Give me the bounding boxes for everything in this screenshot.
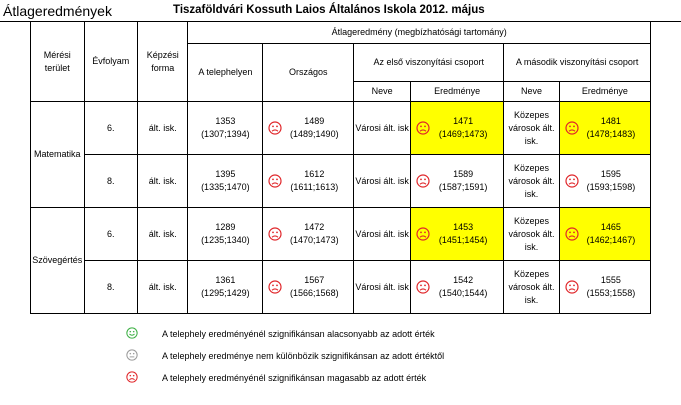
- red-sad-icon: [268, 280, 282, 294]
- first-group-result-cell: [411, 155, 504, 208]
- red-sad-icon: [565, 121, 579, 135]
- first-group-result-cell: [411, 208, 504, 261]
- grade-cell: 6.: [84, 102, 138, 155]
- national-value: 1612: [304, 169, 325, 179]
- second-group-result-ci: (1553;1558): [586, 288, 636, 298]
- national-cell: [263, 155, 354, 208]
- red-sad-icon: [565, 280, 579, 294]
- first-group-name: Városi ált. isk: [354, 261, 411, 314]
- results-table: [30, 21, 651, 314]
- site-ci: (1235;1340): [201, 235, 250, 245]
- area-name: Szövegértés: [31, 208, 85, 314]
- first-group-name: Városi ált. isk: [354, 102, 411, 155]
- red-sad-icon: [268, 174, 282, 188]
- second-group-result-cell: [559, 208, 650, 261]
- site-cell: [188, 261, 263, 314]
- national-cell: [263, 102, 354, 155]
- legend-item: [126, 349, 576, 369]
- legend-text: A telephely eredménye nem különbözik szignifikánsan az adott értéktől: [162, 351, 445, 361]
- header-average-group: Átlageredmény (megbízhatósági tartomány): [188, 22, 651, 44]
- red-sad-icon: [416, 227, 430, 241]
- first-group-result-ci: (1469;1473): [438, 129, 488, 139]
- type-cell: ált. isk.: [138, 155, 188, 208]
- first-group-result-value: 1471: [453, 116, 474, 126]
- grade-cell: 6.: [84, 208, 138, 261]
- site-cell: [188, 102, 263, 155]
- national-ci: (1611;1613): [290, 182, 339, 192]
- site-value: 1361: [215, 275, 236, 285]
- table-row: [31, 261, 651, 314]
- header-type: Képzési forma: [138, 22, 188, 102]
- site-ci: (1307;1394): [201, 129, 250, 139]
- first-group-name: Városi ált. isk: [354, 155, 411, 208]
- second-group-result-ci: (1478;1483): [586, 129, 636, 139]
- second-group-result-value: 1595: [600, 169, 621, 179]
- second-group-result-value: 1481: [600, 116, 621, 126]
- table-row: [31, 208, 651, 261]
- site-value: 1395: [215, 169, 236, 179]
- first-group-result-value: 1589: [453, 169, 474, 179]
- red-sad-icon: [565, 227, 579, 241]
- second-group-name: Közepes városok ált. isk.: [504, 102, 560, 155]
- national-value: 1489: [304, 116, 325, 126]
- header-national: Országos: [263, 44, 354, 102]
- second-group-name: Közepes városok ált. isk.: [504, 261, 560, 314]
- national-value: 1567: [304, 275, 325, 285]
- header-site: A telephelyen: [188, 44, 263, 102]
- site-value: 1353: [215, 116, 236, 126]
- header-second-result: Eredménye: [559, 82, 650, 102]
- national-ci: (1470;1473): [290, 235, 339, 245]
- legend-text: A telephely eredményénél szignifikánsan magasabb az adott érték: [162, 373, 427, 383]
- second-group-result-cell: [559, 261, 650, 314]
- red-sad-icon: [268, 227, 282, 241]
- red-sad-icon: [416, 121, 430, 135]
- header-first-group: Az első viszonyítási csoport: [354, 44, 504, 82]
- second-group-name: Közepes városok ált. isk.: [504, 155, 560, 208]
- legend-item: [126, 327, 576, 347]
- legend-text: A telephely eredményénél szignifikánsan alacsonyabb az adott érték: [162, 329, 435, 339]
- site-ci: (1335;1470): [201, 182, 250, 192]
- site-value: 1289: [215, 222, 236, 232]
- header-second-group: A második viszonyítási csoport: [504, 44, 651, 82]
- first-group-result-value: 1542: [453, 275, 474, 285]
- grade-cell: 8.: [84, 155, 138, 208]
- site-cell: [188, 155, 263, 208]
- area-name: Matematika: [31, 102, 85, 208]
- school-title: Tiszaföldvári Kossuth Laios Általános Iskola 2012. május: [173, 4, 485, 16]
- second-group-name: Közepes városok ált. isk.: [504, 208, 560, 261]
- first-group-name: Városi ált. isk: [354, 208, 411, 261]
- second-group-result-value: 1465: [600, 222, 621, 232]
- national-cell: [263, 261, 354, 314]
- table-row: [31, 155, 651, 208]
- red-sad-icon: [268, 121, 282, 135]
- first-group-result-cell: [411, 102, 504, 155]
- second-group-result-ci: (1593;1598): [586, 182, 636, 192]
- national-cell: [263, 208, 354, 261]
- page-header: [0, 0, 681, 22]
- site-ci: (1295;1429): [201, 288, 250, 298]
- type-cell: ált. isk.: [138, 208, 188, 261]
- grade-cell: 8.: [84, 261, 138, 314]
- gray-neutral-icon: [126, 349, 138, 361]
- red-sad-icon: [416, 280, 430, 294]
- second-group-result-ci: (1462;1467): [586, 235, 636, 245]
- second-group-result-cell: [559, 155, 650, 208]
- second-group-result-cell: [559, 102, 650, 155]
- first-group-result-cell: [411, 261, 504, 314]
- site-cell: [188, 208, 263, 261]
- national-value: 1472: [304, 222, 325, 232]
- type-cell: ált. isk.: [138, 102, 188, 155]
- red-sad-icon: [126, 371, 138, 383]
- first-group-result-ci: (1451;1454): [438, 235, 488, 245]
- green-smiley-icon: [126, 327, 138, 339]
- red-sad-icon: [565, 174, 579, 188]
- national-ci: (1566;1568): [290, 288, 339, 298]
- second-group-result-value: 1555: [600, 275, 621, 285]
- table-row: [31, 102, 651, 155]
- header-first-name: Neve: [354, 82, 411, 102]
- header-grade: Évfolyam: [84, 22, 138, 102]
- first-group-result-ci: (1540;1544): [438, 288, 488, 298]
- section-title: Átlageredmények: [3, 3, 112, 19]
- type-cell: ált. isk.: [138, 261, 188, 314]
- national-ci: (1489;1490): [290, 129, 339, 139]
- first-group-result-value: 1453: [453, 222, 474, 232]
- header-first-result: Eredménye: [411, 82, 504, 102]
- legend-item: [126, 371, 576, 391]
- header-area: Mérési terület: [31, 22, 85, 102]
- header-second-name: Neve: [504, 82, 560, 102]
- red-sad-icon: [416, 174, 430, 188]
- first-group-result-ci: (1587;1591): [438, 182, 488, 192]
